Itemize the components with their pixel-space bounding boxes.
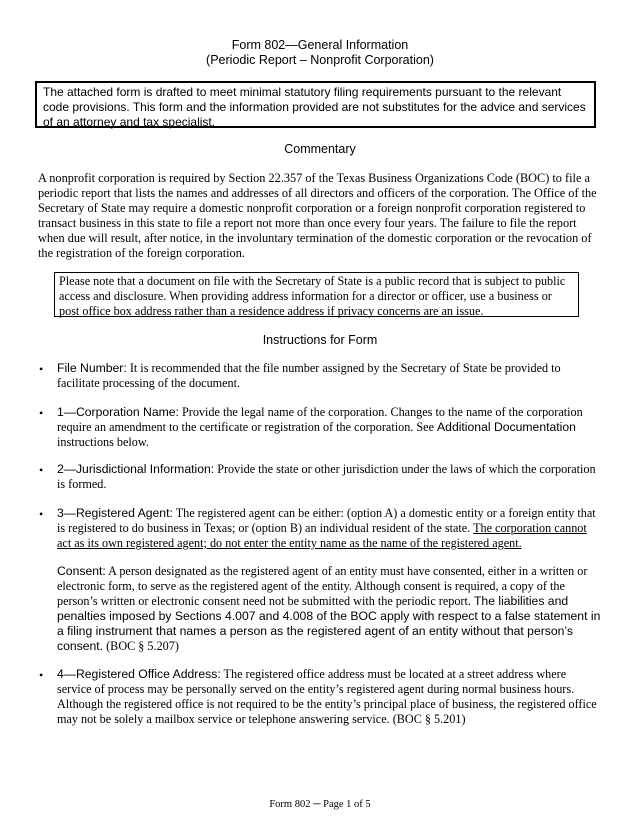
item-label: 3—Registered Agent: — [57, 506, 173, 520]
bullet-icon: • — [39, 463, 44, 477]
consent-label: Consent: — [57, 564, 106, 578]
bullet-icon: • — [39, 507, 44, 521]
list-item-file-number — [57, 361, 603, 391]
privacy-note-box — [54, 272, 579, 317]
commentary-heading: Commentary — [284, 142, 356, 156]
bullet-icon: • — [39, 362, 44, 376]
item-label: 2—Jurisdictional Information: — [57, 462, 215, 476]
item-label: 4—Registered Office Address: — [57, 667, 221, 681]
commentary-body: A nonprofit corporation is required by Section 22.357 of the Texas Business Organizations Code (BOC) to file a periodic report that lists the names and addresses of all directors and officers of the corporation. The Office of the Secretary of State may require a domestic nonprofit corporation or a foreign nonprofit corporation registered to transact business in this state to file a report not more than once every four years. The failure to file the report when due will result, after notice, in the involuntary termination of the domestic corporation or the revocation of the registration of the foreign corporation. — [38, 171, 597, 260]
item-text: Provide the state or other jurisdiction under the laws of which the corporation is formed. — [57, 462, 596, 491]
list-item-corporation-name — [57, 405, 603, 450]
list-item-registered-office — [57, 667, 603, 727]
item-text-after: instructions below. — [57, 435, 149, 449]
item-underlined-text: The corporation cannot act as its own registered agent; do not enter the entity name as the name of the registered agent. — [57, 521, 587, 550]
item-label: 1—Corporation Name: — [57, 405, 179, 419]
item-label: File Number: — [57, 361, 127, 375]
item-text: The registered agent can be either: (option A) a domestic entity or a foreign entity that is registered to do business in Texas; or (option B) an individual resident of the state. — [57, 506, 596, 535]
item-text: Provide the legal name of the corporation. Changes to the name of the corporation require an amendment to the certificate or registration of the corporation. See — [57, 405, 583, 434]
consent-cite: (BOC § 5.207) — [106, 639, 179, 653]
item-text: The registered office address must be located at a street address where service of process may be personally served on the entity’s registered agent during normal business hours. Although the registered office is not required to be the entity’s principal place of business, the registered office may not be solely a mailbox service or telephone answering service. (BOC § 5.201) — [57, 667, 597, 726]
list-item-registered-agent — [57, 506, 603, 551]
page-footer: Form 802 ─ Page 1 of 5 — [269, 799, 371, 810]
privacy-note-text: Please note that a document on file with the Secretary of State is a public record that is subject to public access and disclosure. When providing address information for a director or officer, use a business or post office box address rather than a residence address if privacy concerns are an issue. — [59, 274, 566, 318]
bullet-icon: • — [39, 668, 44, 682]
additional-documentation-ref: Additional Documentation — [437, 420, 576, 434]
instructions-heading: Instructions for Form — [262, 333, 378, 347]
notice-text: The attached form is drafted to meet minimal statutory filing requirements pursuant to the relevant code provisions. This form and the information provided are not substitutes for the advice and services of an attorney and tax specialist. — [43, 85, 586, 129]
form-title: Form 802—General Information — [231, 38, 409, 52]
notice-box — [35, 81, 596, 128]
list-item-jurisdiction — [57, 462, 603, 492]
consent-text: A person designated as the registered agent of an entity must have consented, either in a written or electronic form, to serve as the registered agent of the entity. Although consent is required, a copy of the person’s written or electronic consent need not be submitted with the periodic report. — [57, 564, 588, 608]
bullet-icon: • — [39, 406, 44, 420]
form-subtitle: (Periodic Report – Nonprofit Corporation) — [206, 53, 434, 67]
item-text: It is recommended that the file number assigned by the Secretary of State be provided to facilitate processing of the document. — [57, 361, 561, 390]
consent-paragraph — [57, 564, 603, 654]
consent-sans-text: The liabilities and penalties imposed by Sections 4.007 and 4.008 of the BOC apply with respect to a false statement in a filing instrument that names a person as the registered agent of an entity without that person’s consent. — [57, 594, 601, 653]
